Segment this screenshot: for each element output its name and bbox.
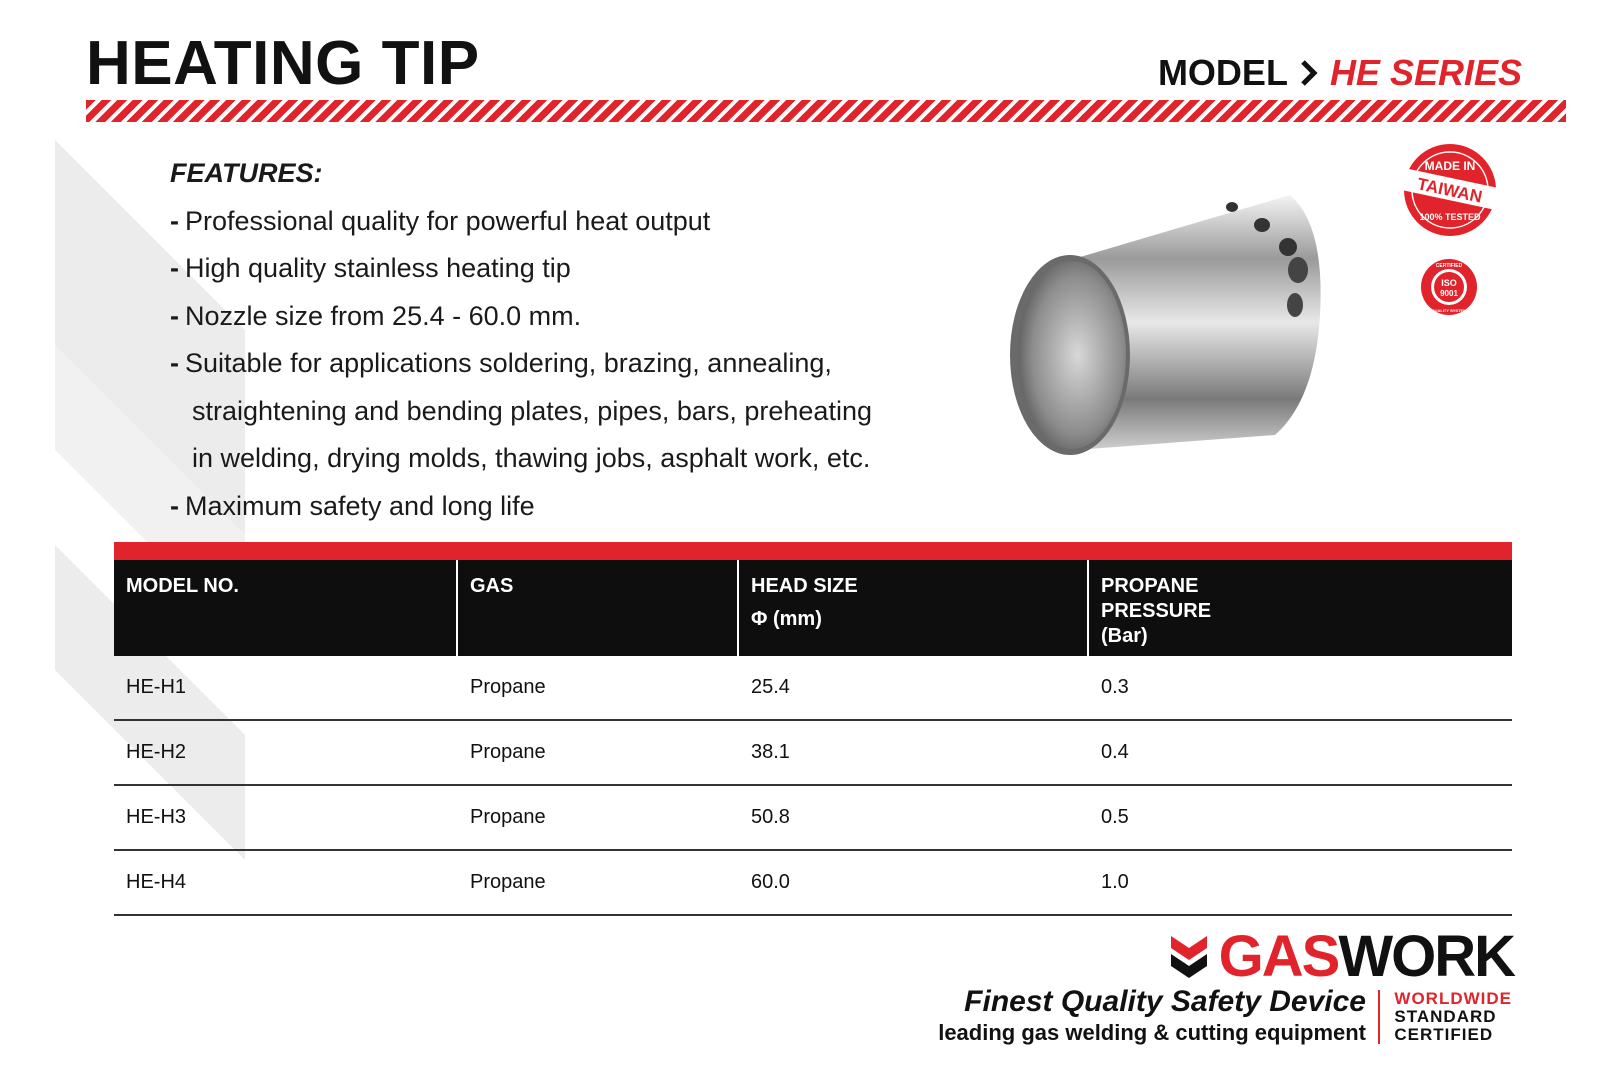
heating-tip-product-image	[1000, 185, 1340, 465]
features-list	[170, 150, 950, 530]
made-in-taiwan-badge	[1390, 140, 1510, 240]
table-header	[114, 560, 1512, 656]
svg-text:ISO: ISO	[1441, 278, 1457, 288]
feature-item: - High quality stainless heating tip	[170, 253, 571, 283]
series-name: HE SERIES	[1329, 52, 1522, 93]
brand-name: GASWORK	[1218, 924, 1514, 989]
cell-model: HE-H3	[126, 806, 187, 828]
gaswork-logo	[1169, 924, 1514, 989]
table-row	[114, 656, 1512, 721]
table-row	[114, 786, 1512, 851]
spec-table	[114, 542, 1512, 916]
tagline-block	[938, 984, 1366, 1046]
cell-pressure: 0.3	[1101, 676, 1129, 698]
features-heading: FEATURES:	[170, 158, 323, 188]
cell-gas: Propane	[470, 871, 546, 893]
feature-continuation: straightening and bending plates, pipes, bars, preheating	[192, 395, 872, 426]
hatched-divider	[86, 100, 1566, 122]
logo-chevron-icon	[1169, 934, 1209, 980]
model-series-label	[1158, 52, 1522, 94]
table-row	[114, 721, 1512, 786]
feature-item: - Professional quality for powerful heat output	[170, 205, 711, 236]
cell-pressure: 0.4	[1101, 741, 1129, 763]
cell-model: HE-H4	[126, 871, 187, 893]
cell-pressure: 0.5	[1101, 806, 1129, 828]
col-header-model: MODEL NO.	[114, 560, 458, 656]
cell-gas: Propane	[470, 741, 546, 763]
feature-item: - Suitable for applications soldering, brazing, annealing,	[170, 348, 832, 378]
col-header-gas: GAS	[458, 560, 739, 656]
cell-head-size: 50.8	[751, 806, 790, 828]
model-label: MODEL	[1157, 52, 1288, 93]
tagline: Finest Quality Safety Device	[964, 985, 1366, 1018]
chevron-right-icon	[1300, 59, 1318, 87]
cell-head-size: 25.4	[751, 676, 790, 698]
page-title: HEATING TIP	[86, 29, 480, 98]
table-row	[114, 851, 1512, 916]
cell-head-size: 38.1	[751, 741, 790, 763]
cell-model: HE-H1	[126, 676, 187, 698]
cell-head-size: 60.0	[751, 871, 790, 893]
iso-9001-badge	[1420, 258, 1478, 316]
table-red-bar	[114, 542, 1512, 560]
feature-item: - Maximum safety and long life	[170, 490, 535, 521]
col-header-pressure: PROPANE PRESSURE (Bar)	[1101, 575, 1212, 647]
cell-gas: Propane	[470, 676, 546, 698]
feature-continuation: in welding, drying molds, thawing jobs, asphalt work, etc.	[192, 443, 871, 473]
cell-model: HE-H2	[126, 741, 187, 763]
feature-item: - Nozzle size from 25.4 - 60.0 mm.	[170, 300, 582, 331]
certification-block: WORLDWIDE STANDARD CERTIFIED	[1378, 990, 1512, 1044]
svg-text:QUALITY SYSTEM: QUALITY SYSTEM	[1431, 308, 1467, 313]
col-header-head-size: HEAD SIZE Φ (mm)	[739, 560, 1089, 656]
svg-text:MADE IN: MADE IN	[1424, 159, 1476, 173]
cell-gas: Propane	[470, 806, 546, 828]
cell-pressure: 1.0	[1101, 871, 1129, 893]
svg-text:9001: 9001	[1440, 289, 1458, 298]
svg-text:TAIWAN: TAIWAN	[1415, 174, 1484, 207]
subtagline: leading gas welding & cutting equipment	[938, 1020, 1366, 1045]
svg-text:100% TESTED: 100% TESTED	[1419, 212, 1481, 222]
svg-text:CERTIFIED: CERTIFIED	[1435, 263, 1463, 269]
